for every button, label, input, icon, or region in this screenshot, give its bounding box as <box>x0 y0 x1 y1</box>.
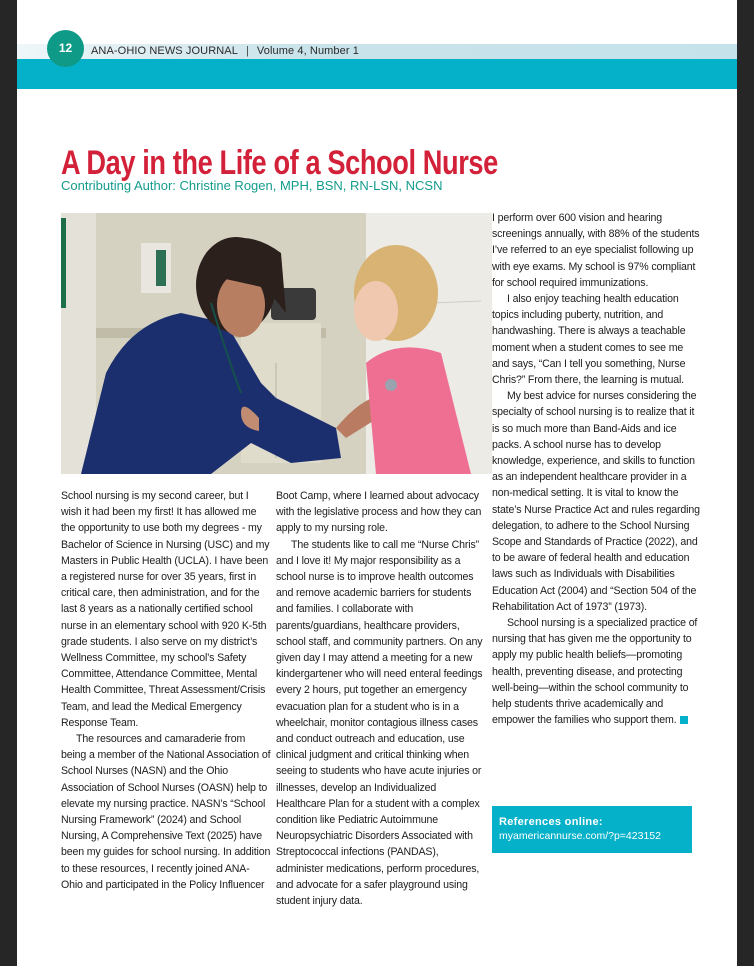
journal-name: ANA-OHIO NEWS JOURNAL <box>91 45 238 57</box>
page-number-badge: 12 <box>47 30 84 67</box>
references-label: References online: <box>499 816 603 828</box>
running-header <box>91 44 359 59</box>
article-photo <box>61 213 492 474</box>
article-column-1 <box>61 488 271 893</box>
issue-info: Volume 4, Number 1 <box>256 45 359 57</box>
article-byline: Contributing Author: Christine Rogen, MPH, BSN, RN-LSN, NCSN <box>61 178 443 193</box>
article-column-2 <box>276 488 486 909</box>
paragraph: The resources and camaraderie from being a member of the National Association of School Nurses (NASN) and the Ohio Association of School Nurses (OASN) help to elevate my nursing practice. NASN’s “School Nursing Framework” (2024) and School Nursing, A Comprehensive Text (2025) have been my guides for school nursing. In addition to these resources, I recently joined ANA-Ohio and participated in the Policy Influencer <box>61 733 271 891</box>
header-teal-band <box>17 59 737 89</box>
paragraph: School nursing is my second career, but I wish it had been my first! It has allowed me the opportunity to use both my degrees - my Bachelor of Science in Nursing (USC) and my Masters in Public Health (UCLA). I have been a registered nurse for over 35 years, first in critical care, then administration, and for the last 8 years as a nationally certified school nurse in an elementary school with 920 K-5th grade students. I also serve on my district’s Wellness Committee, my school’s Safety Committee, Attendance Committee, Mental Health Committee, Threat Assessment/Crisis Team, and lead the Medical Emergency Response Team. <box>61 490 270 729</box>
paragraph: My best advice for nurses considering the specialty of school nursing is to realize that it is so much more than Band-Aids and ice packs. A school nurse has to develop knowledge, experience, and skills to function as an independent healthcare provider in a non-medical setting. It is vital to know the state’s Nurse Practice Act and rules regarding delegation, to adhere to the School Nursing Scope and Standards of Practice (2022), and to be aware of federal health and education laws such as Individuals with Disabilities Education Act (2004) and “Section 504 of the Rehabilitation Act of 1973” (1973). <box>492 390 700 613</box>
paragraph-text: School nursing is a specialized practice of nursing that has given me the opportunity to apply my public health beliefs—promoting health, preventing disease, and protecting well-being—within the school community to help students thrive academically and empower the families who support them. <box>492 617 698 727</box>
header-separator: | <box>245 45 249 57</box>
paragraph: The students like to call me “Nurse Chris” and I love it! My major responsibility as a school nurse is to improve health outcomes and remove academic barriers for students and families. I collaborate with parents/guardians, healthcare providers, school staff, and community partners. On any given day I may attend a meeting for a new kindergartener who will need enteral feedings every 2 hours, put together an emergency evacuation plan for a student who is in a wheelchair, monitor contagious illness cases and conduct outreach and education, use clinical judgment and critical thinking when seeing to students who have acute injuries or illnesses, develop an Individualized Healthcare Plan for a student with a complex condition like Pediatric Autoimmune Neuropsychiatric Disorders Associated with Streptococcal infections (PANDAS), administer medications, perform procedures, and advocate for a safer playground using student injury data. <box>276 538 483 908</box>
paragraph: I also enjoy teaching health education topics including puberty, nutrition, and handwashing. There is always a teachable moment when a student comes to see me and says, “Can I tell you something, Nurse Chris?” From there, the learning is mutual. <box>492 293 686 387</box>
paragraph: Boot Camp, where I learned about advocacy with the legislative process and how they can apply to my nursing role. <box>276 490 482 535</box>
article-column-3 <box>492 210 702 729</box>
photo-icon <box>61 213 492 474</box>
paragraph: I perform over 600 vision and hearing screenings annually, with 88% of the students I’ve referred to an eye specialist following up with eye exams. My school is 97% compliant for school required immunizations. <box>492 212 700 289</box>
article-title: A Day in the Life of a School Nurse <box>61 143 498 182</box>
references-link[interactable]: myamericannurse.com/?p=423152 <box>499 830 661 842</box>
paragraph-last <box>492 615 702 728</box>
references-box <box>492 806 692 853</box>
end-of-article-square-icon <box>680 716 688 724</box>
journal-page <box>17 0 737 966</box>
